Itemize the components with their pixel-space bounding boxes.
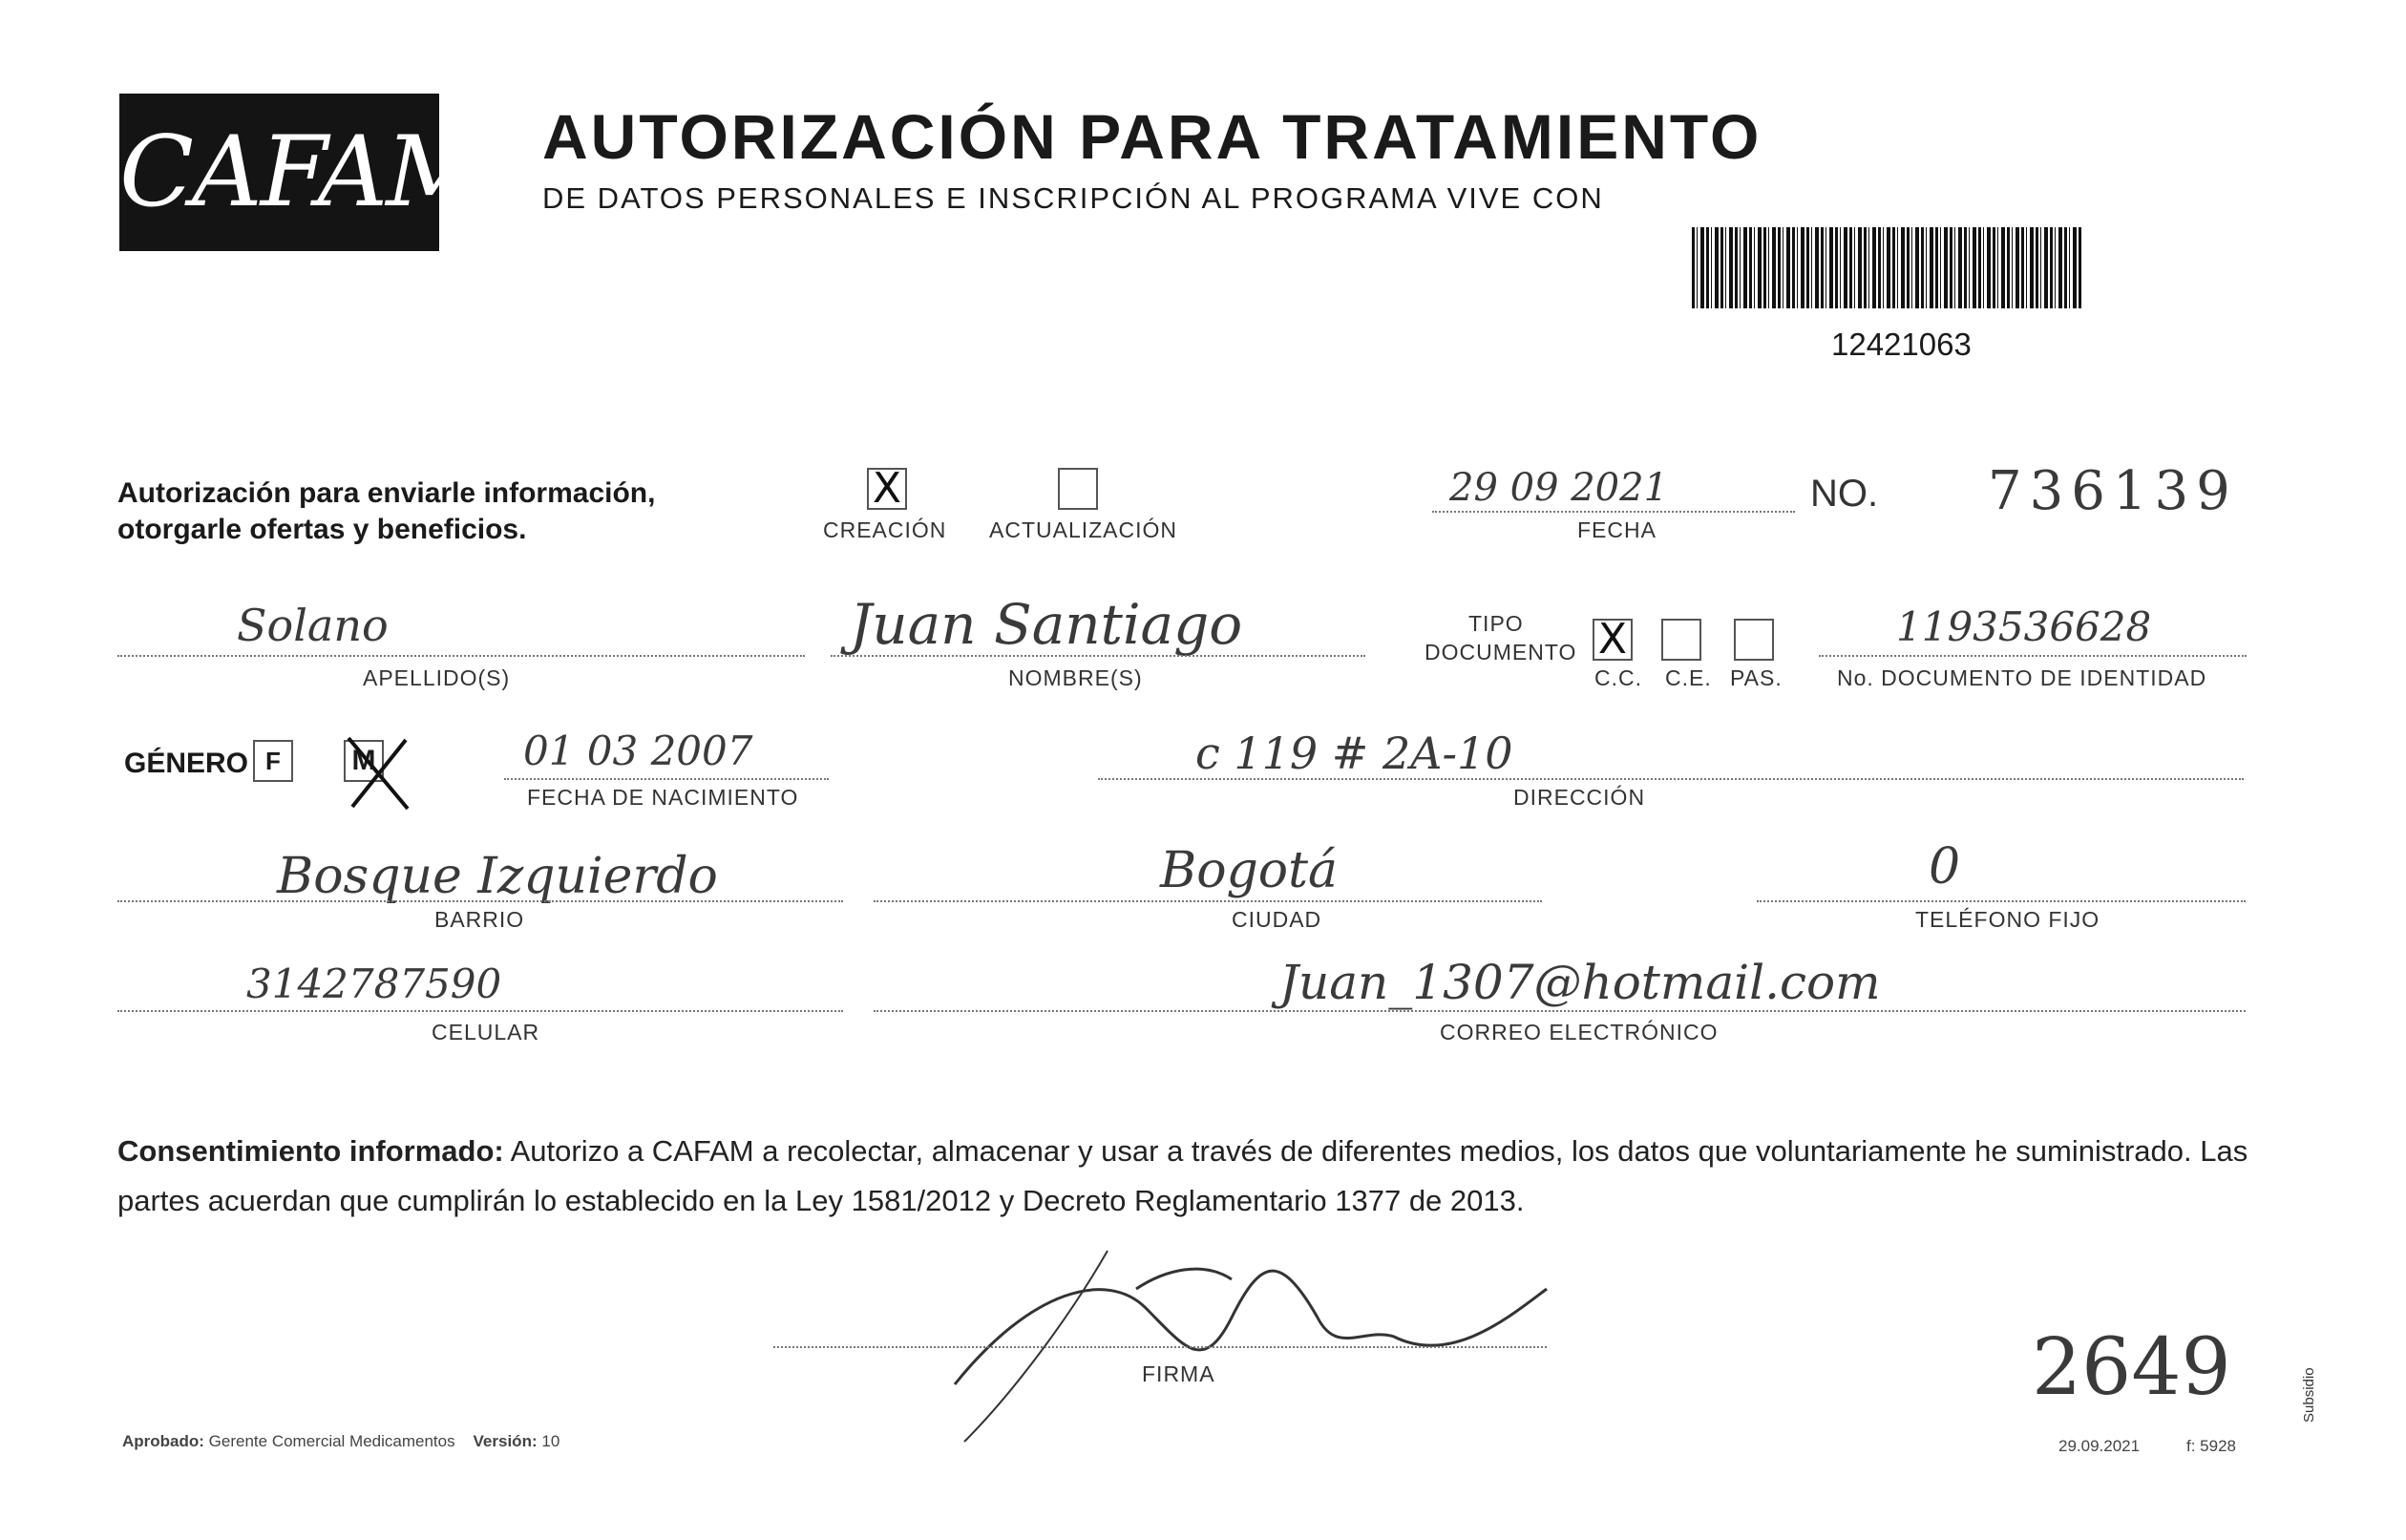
creacion-checkbox[interactable]: X xyxy=(867,468,907,510)
barcode-number: 12421063 xyxy=(1831,327,1972,362)
authorization-text xyxy=(117,475,655,548)
direccion-label: DIRECCIÓN xyxy=(1513,785,1646,810)
nombre-label: NOMBRE(S) xyxy=(1008,665,1143,690)
genero-m-cross xyxy=(339,730,415,816)
aprobado-value: Gerente Comercial Medicamentos xyxy=(208,1432,455,1450)
signature xyxy=(917,1232,1585,1451)
cc-label: C.C. xyxy=(1594,665,1642,690)
ciudad-line xyxy=(874,900,1542,902)
fecha-nacimiento-value: 01 03 2007 xyxy=(523,728,753,774)
pas-label: PAS. xyxy=(1730,665,1783,690)
ce-checkbox[interactable] xyxy=(1661,619,1701,661)
fecha-nacimiento-label: FECHA DE NACIMIENTO xyxy=(527,785,799,810)
direccion-value: c 119 # 2A-10 xyxy=(1195,728,1513,779)
ce-label: C.E. xyxy=(1665,665,1712,690)
handwritten-number: 2649 xyxy=(2032,1322,2231,1413)
consent-paragraph xyxy=(117,1127,2266,1226)
correo-line xyxy=(874,1010,2246,1012)
documento-line xyxy=(1819,655,2247,657)
no-value: 736139 xyxy=(1988,460,2238,522)
form-title: AUTORIZACIÓN PARA TRATAMIENTO xyxy=(542,101,1762,172)
genero-f-checkbox[interactable]: F xyxy=(253,740,293,782)
barrio-line xyxy=(117,900,843,902)
actualizacion-label: ACTUALIZACIÓN xyxy=(989,517,1178,542)
cc-checkbox[interactable]: X xyxy=(1593,619,1633,661)
ciudad-value: Bogotá xyxy=(1160,842,1339,899)
apellido-line xyxy=(117,655,805,657)
side-text: Subsidio xyxy=(2301,1367,2317,1423)
correo-value: Juan_1307@hotmail.com xyxy=(1279,955,1881,1010)
barrio-value: Bosque Izquierdo xyxy=(277,848,718,905)
nombre-value: Juan Santiago xyxy=(850,592,1243,657)
no-label: NO. xyxy=(1810,473,1879,515)
documento-value: 1193536628 xyxy=(1896,603,2152,650)
barrio-label: BARRIO xyxy=(434,907,525,932)
authorization-line-1: Autorización para enviarle información, xyxy=(117,477,656,509)
creacion-label: CREACIÓN xyxy=(823,517,947,542)
firma-line xyxy=(773,1346,1547,1348)
authorization-line-2: otorgarle ofertas y beneficios. xyxy=(117,514,527,545)
pas-checkbox[interactable] xyxy=(1734,619,1774,661)
celular-label: CELULAR xyxy=(432,1020,540,1044)
fecha-value: 29 09 2021 xyxy=(1449,466,1669,510)
barcode xyxy=(1692,227,2081,308)
telefono-label: TELÉFONO FIJO xyxy=(1915,907,2100,932)
ciudad-label: CIUDAD xyxy=(1232,907,1322,932)
fecha-label: FECHA xyxy=(1577,517,1657,542)
date-code: 29.09.2021 xyxy=(2058,1437,2141,1455)
version-label: Versión: xyxy=(473,1432,538,1450)
telefono-value: 0 xyxy=(1929,838,1961,896)
nombre-line xyxy=(831,655,1365,657)
version-value: 10 xyxy=(541,1432,560,1450)
direccion-line xyxy=(1098,778,2244,780)
aprobado-label: Aprobado: xyxy=(122,1432,204,1450)
cafam-logo: CAFAM xyxy=(119,94,439,251)
f-code: f: 5928 xyxy=(2186,1437,2236,1455)
genero-m-checkbox[interactable]: M xyxy=(344,740,384,782)
firma-label: FIRMA xyxy=(1142,1361,1215,1386)
genero-label: GÉNERO xyxy=(124,748,249,779)
celular-value: 3142787590 xyxy=(246,960,502,1007)
consent-text: Autorizo a CAFAM a recolectar, almacenar y usar a través de diferentes medios, los datos que voluntariamente he suministrado. Las partes acuerdan que cumplirán lo establecido en la Ley 1581/2012 y Decreto Reglamentario 1377 de 2013. xyxy=(117,1134,2248,1217)
tipo-documento-label-2: DOCUMENTO xyxy=(1425,640,1577,665)
fecha-nacimiento-line xyxy=(504,778,829,780)
tipo-documento-label-1: TIPO xyxy=(1468,611,1524,636)
fecha-line xyxy=(1432,511,1795,513)
form-subtitle: DE DATOS PERSONALES E INSCRIPCIÓN AL PROGRAMA VIVE CON xyxy=(542,181,1604,215)
actualizacion-checkbox[interactable] xyxy=(1058,468,1098,510)
celular-line xyxy=(117,1010,843,1012)
apellido-value: Solano xyxy=(237,600,389,651)
approval-line xyxy=(122,1432,559,1451)
telefono-line xyxy=(1757,900,2246,902)
consent-heading: Consentimiento informado: xyxy=(117,1134,504,1168)
documento-label: No. DOCUMENTO DE IDENTIDAD xyxy=(1837,665,2207,690)
apellido-label: APELLIDO(S) xyxy=(363,665,511,690)
correo-label: CORREO ELECTRÓNICO xyxy=(1440,1020,1719,1044)
